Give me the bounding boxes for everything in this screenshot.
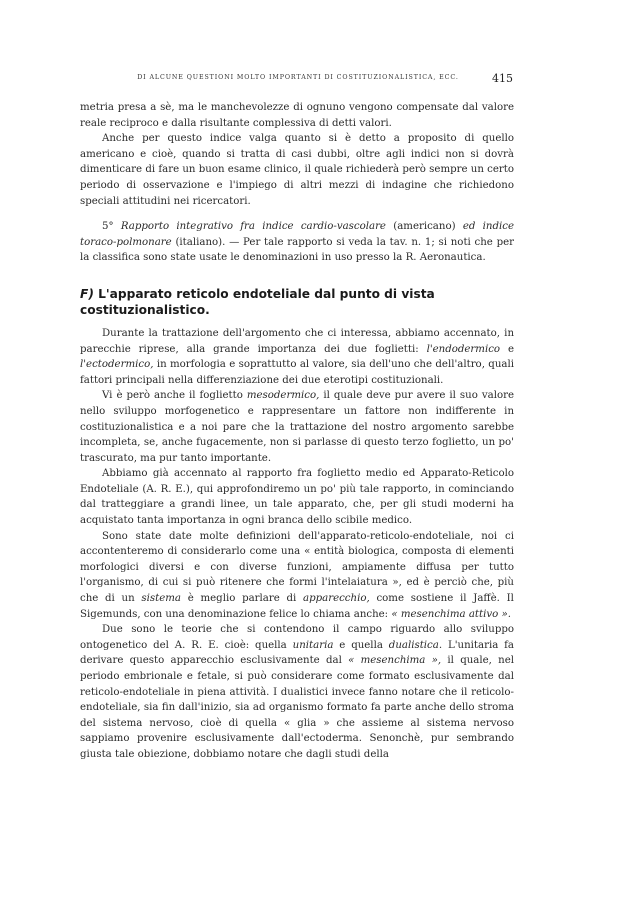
text-run: (italiano). — Per tale rapporto si veda la tav. n. 1; si noti che per la classifica sono state usate le denominazioni in uso presso la R. Aeronautica. [80, 236, 514, 264]
item-number: 5° [102, 221, 114, 233]
text-run: Durante la trattazione dell'argomento che ci interessa, abbiamo accennato, in parecchie riprese, alla grande importanza dei due foglietti: [80, 327, 514, 355]
text-run: L'unitaria fa derivare questo apparecchio esclusivamente dal [80, 639, 515, 667]
section-heading [80, 286, 514, 318]
italic-term: unitaria [292, 639, 334, 651]
text-run: in morfologia e soprattutto al valore, sia dell'uno che dell'altro, quali fattori principali nella differenziazione dei due eterotipi costituzionali. [80, 359, 514, 386]
text-run: e quella [339, 639, 383, 651]
text-run: Vi è però anche il foglietto [102, 390, 243, 402]
text-run: come sostiene il Jaffè. Il Sigemunds, con una denominazione felice lo chiama anche: [80, 593, 514, 620]
text-run: e [507, 343, 514, 355]
text-run: è meglio parlare di [187, 593, 297, 605]
section-letter: F) [80, 286, 94, 301]
italic-term: Rapporto integrativo fra indice cardio-vascolare [120, 221, 386, 233]
paragraph [80, 326, 514, 388]
paragraph [80, 388, 514, 466]
paragraph [80, 529, 514, 623]
body-text [80, 100, 514, 763]
paragraph: Anche per questo indice valga quanto si è detto a proposito di quello americano e cioè, quando si tratta di casi dubbi, oltre agli indici non si dovrà dimenticare di fare un buon esame clinico, il quale richiederà però sempre un certo periodo di osservazione e l'impiego di altri mezzi di indagine che richiedono speciali attitudini nei ricercatori. [80, 133, 514, 207]
italic-term: sistema [141, 593, 181, 605]
text-run: Due sono le teorie che si contendono il campo riguardo allo sviluppo ontogenetico del A. R. E. cioè: quella [80, 624, 514, 651]
text-run: il quale, nel periodo embrionale e fetale, si può considerare come formato esclusivamente dal reticolo-endoteliale in piena attività. I dualistici invece fanno notare che il reticolo-endoteliale, sia fin dall'inizio, sia ad organismo formato fa parte anche dello stroma del sistema nervoso, cioè di quella « glia » che assieme al sistema nervoso sappiamo provenire esclusivamente dall'ectoderma. Senonchè, pur sembrando giusta tale obiezione, dobbiamo notare che dagli studi della [80, 655, 514, 760]
running-head: DI ALCUNE QUESTIONI MOLTO IMPORTANTI DI COSTITUZIONALISTICA, ECC. [137, 74, 459, 81]
paragraph: Abbiamo già accennato al rapporto fra foglietto medio ed Apparato-Reticolo Endoteliale (A. R. E.), qui approfondiremo un po' più tale rapporto, in cominciando dal tratteggiare a grandi linee, un tale apparato, che, per gli studi moderni ha acquistato tanta importanza in ogni branca dello scibile medico. [80, 468, 514, 527]
italic-term: apparecchio, [303, 593, 370, 605]
paragraph: metria presa a sè, ma le manchevolezze di ognuno vengono compensate dal valore reale reciproco e dalla risultante complessiva di detti valori. [80, 102, 514, 129]
italic-term: ed indice toraco-polmonare [80, 221, 514, 248]
italic-term: mesodermico, [246, 390, 320, 402]
paragraph-rapporto-integrativo [80, 219, 514, 266]
italic-term: l'endodermico [426, 343, 501, 355]
text-run: Sono state date molte definizioni dell'apparato-reticolo-endoteliale, noi ci accontenteremo di considerarlo come una « entità biologica, composta di elementi morfologici diversi e con diverse funzioni, ampiamente diffusa per tutto l'organismo, di cui si può ritenere che formi l'intelaiatura », ed è perciò che, più che di un [80, 530, 514, 605]
text-run: il quale deve pur avere il suo valore nello sviluppo morfogenetico e rappresentare un fattore non indifferente in costituzionalistica e a noi pare che la trattazione del nostro argomento sarebbe incompleta, se, anche fugacemente, non si parlasse di questo terzo foglietto, un po' trascurato, ma pur tanto importante. [80, 390, 514, 464]
section-title-text: L'apparato reticolo endoteliale dal punto di vista costituzionalistico. [80, 286, 435, 317]
paragraph [80, 622, 514, 762]
italic-term: « mesenchima », [348, 655, 442, 667]
page-number: 415 [492, 72, 513, 85]
italic-term: dualistica. [388, 639, 443, 651]
italic-term: « mesenchima attivo ». [391, 608, 511, 620]
text-run: (americano) [393, 221, 456, 233]
italic-term: l'ectodermico, [80, 359, 154, 371]
